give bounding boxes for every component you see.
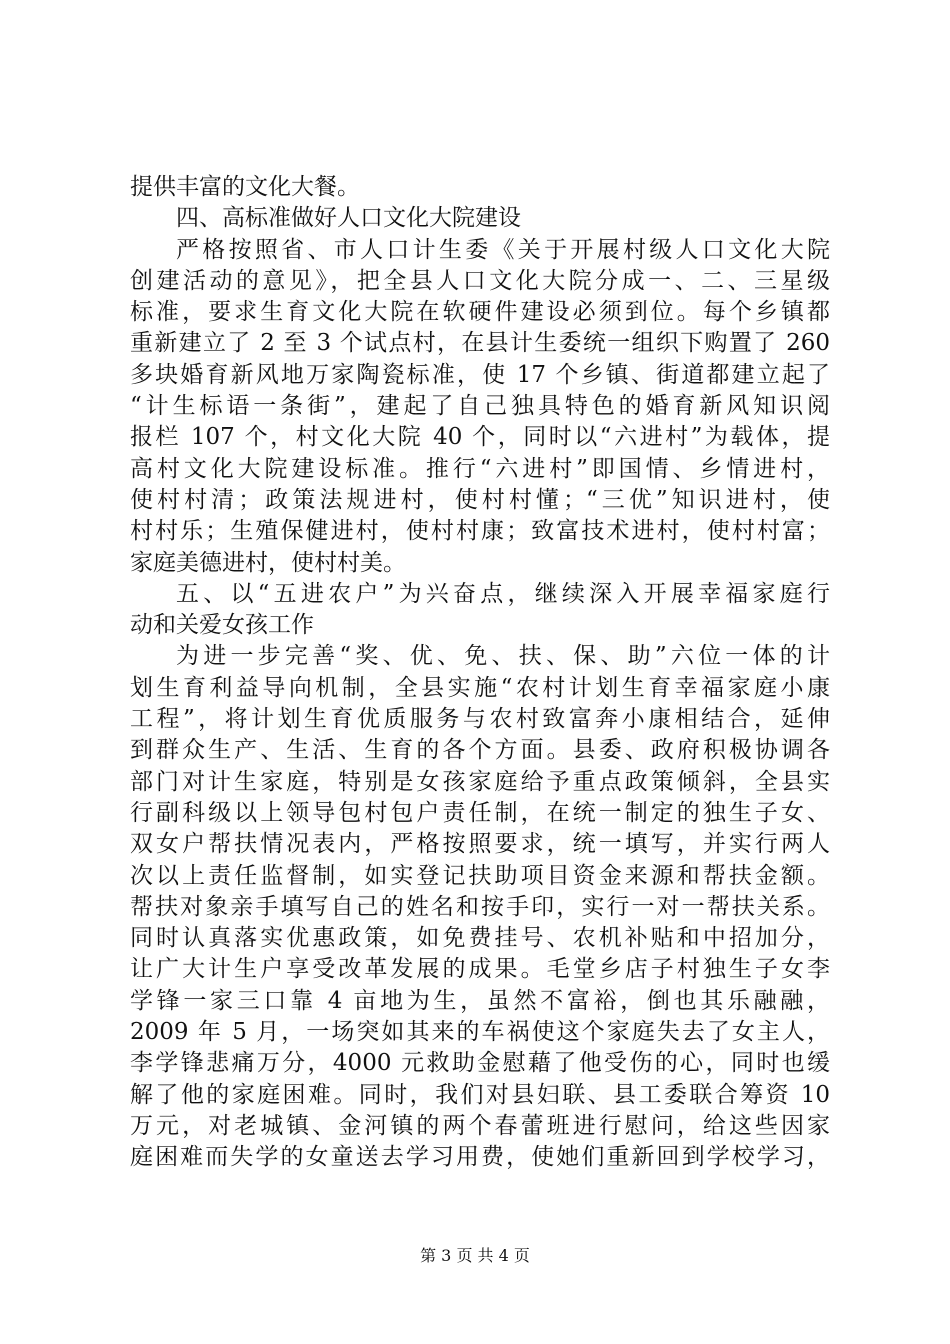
- text-line: 解了他的家庭困难。同时，我们对县妇联、县工委联合筹资 10: [130, 1081, 830, 1108]
- text-line: 动和关爱女孩工作: [130, 612, 314, 639]
- text-line: 提供丰富的文化大餐。: [130, 174, 360, 200]
- text-line: 家庭美德进村，使村村美。: [130, 549, 406, 576]
- text-line: 2009 年 5 月，一场突如其来的车祸使这个家庭失去了女主人，: [130, 1019, 830, 1046]
- text-line: 村村乐；生殖保健进村，使村村康；致富技术进村，使村村富；: [130, 518, 830, 545]
- text-line: 重新建立了 2 至 3 个试点村，在县计生委统一组织下购置了 260: [130, 330, 830, 357]
- text-line: 创建活动的意见》，把全县人口文化大院分成一、二、三星级: [130, 267, 830, 294]
- text-line: 同时认真落实优惠政策，如免费挂号、农机补贴和中招加分，: [130, 925, 830, 952]
- text-line: 报栏 107 个，村文化大院 40 个，同时以“六进村”为载体，提: [130, 424, 830, 451]
- text-line: 四、高标准做好人口文化大院建设: [176, 205, 521, 232]
- text-line: 使村村清；政策法规进村，使村村懂；“三优”知识进村，使: [130, 486, 830, 513]
- text-line: 到群众生产、生活、生育的各个方面。县委、政府积极协调各: [130, 737, 830, 764]
- text-line: “计生标语一条街”，建起了自己独具特色的婚育新风知识阅: [130, 393, 830, 420]
- text-line: 双女户帮扶情况表内，严格按照要求，统一填写，并实行两人: [130, 831, 830, 858]
- text-line: 次以上责任监督制，如实登记扶助项目资金来源和帮扶金额。: [130, 862, 830, 889]
- text-line: 庭困难而失学的女童送去学习用费，使她们重新回到学校学习，: [130, 1144, 830, 1171]
- text-line: 学锋一家三口靠 4 亩地为生，虽然不富裕，倒也其乐融融，: [130, 987, 830, 1014]
- text-line: 多块婚育新风地万家陶瓷标准，使 17 个乡镇、街道都建立起了: [130, 361, 830, 388]
- text-line: 划生育利益导向机制，全县实施“农村计划生育幸福家庭小康: [130, 674, 830, 701]
- document-body: [130, 172, 830, 1174]
- text-line: 行副科级以上领导包村包户责任制，在统一制定的独生子女、: [130, 799, 830, 826]
- text-line: 为进一步完善“奖、优、免、扶、保、助”六位一体的计: [176, 643, 830, 670]
- text-line: 严格按照省、市人口计生委《关于开展村级人口文化大院: [176, 236, 830, 263]
- text-line: 工程”，将计划生育优质服务与农村致富奔小康相结合，延伸: [130, 706, 830, 733]
- text-line: 标准，要求生育文化大院在软硬件建设必须到位。每个乡镇都: [130, 299, 830, 326]
- text-line: 万元，对老城镇、金河镇的两个春蕾班进行慰问，给这些因家: [130, 1112, 830, 1139]
- text-line: 李学锋悲痛万分，4000 元救助金慰藉了他受伤的心，同时也缓: [130, 1050, 830, 1077]
- text-line: 高村文化大院建设标准。推行“六进村”即国情、乡情进村，: [130, 455, 830, 482]
- text-line: 帮扶对象亲手填写自己的姓名和按手印，实行一对一帮扶关系。: [130, 893, 830, 920]
- page-footer: 第 3 页 共 4 页: [420, 1246, 530, 1265]
- text-line: 让广大计生户享受改革发展的成果。毛堂乡店子村独生子女李: [130, 956, 830, 983]
- text-line: 部门对计生家庭，特别是女孩家庭给予重点政策倾斜，全县实: [130, 768, 830, 795]
- text-line: 五、以“五进农户”为兴奋点，继续深入开展幸福家庭行: [176, 580, 830, 607]
